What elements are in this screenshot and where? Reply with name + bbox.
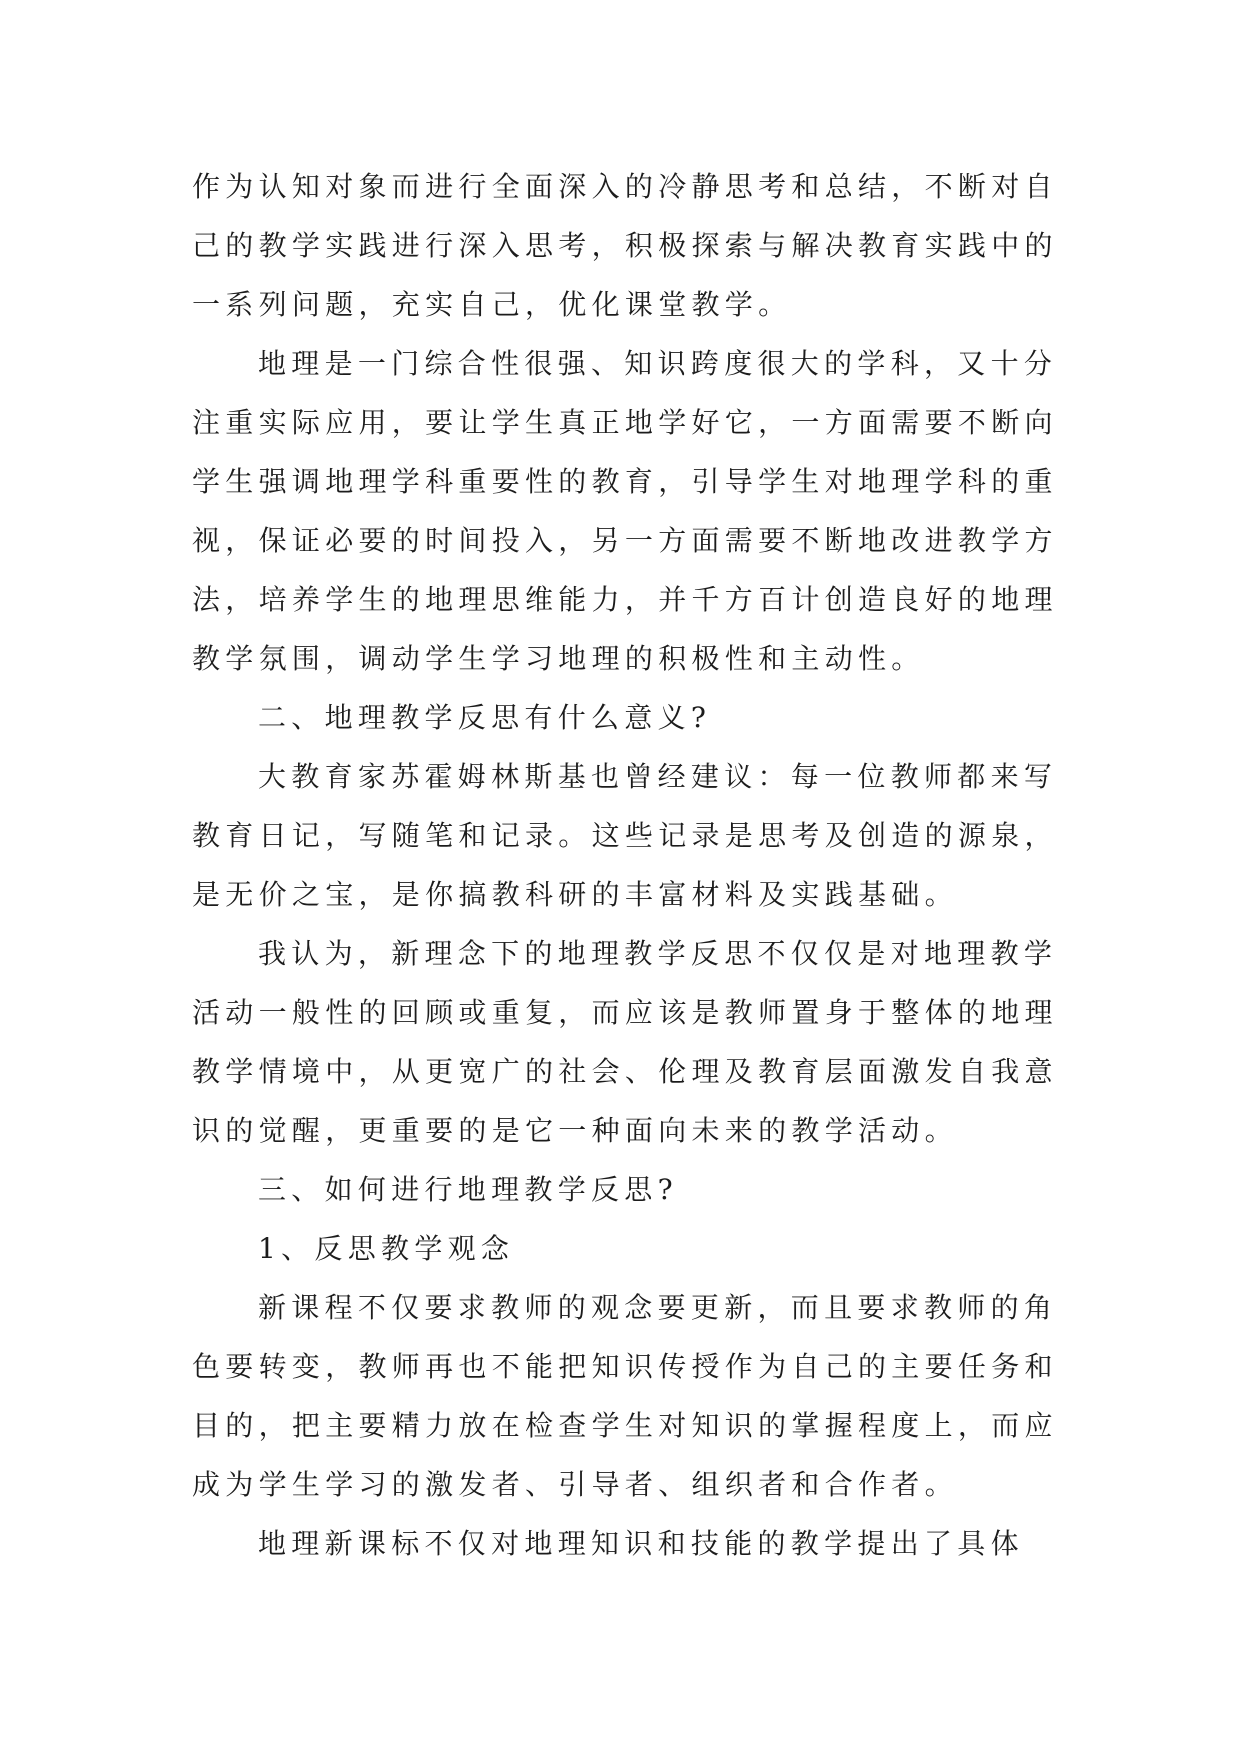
text-line: 教学情境中，从更宽广的社会、伦理及教育层面激发自我意: [192, 1055, 1058, 1088]
paragraph: [192, 1278, 1092, 1514]
text-line: 一系列问题，充实自己，优化课堂教学。: [192, 288, 792, 321]
document-body: [192, 157, 1092, 1573]
text-line: 识的觉醒，更重要的是它一种面向未来的教学活动。: [192, 1114, 958, 1147]
section-heading: [192, 1160, 1092, 1219]
text-line: 己的教学实践进行深入思考，积极探索与解决教育实践中的: [192, 229, 1058, 262]
text-line: 新课程不仅要求教师的观念要更新，而且要求教师的角: [258, 1291, 1058, 1324]
text-line: 目的，把主要精力放在检查学生对知识的掌握程度上，而应: [192, 1409, 1058, 1442]
text-line: 地理是一门综合性很强、知识跨度很大的学科，又十分: [258, 347, 1058, 380]
text-line: 法，培养学生的地理思维能力，并千方百计创造良好的地理: [192, 583, 1058, 616]
text-line: 注重实际应用，要让学生真正地学好它，一方面需要不断向: [192, 406, 1058, 439]
text-line: 活动一般性的回顾或重复，而应该是教师置身于整体的地理: [192, 996, 1058, 1029]
text-line: 是无价之宝，是你搞教科研的丰富材料及实践基础。: [192, 878, 958, 911]
paragraph: [192, 747, 1092, 924]
text-line: 二、地理教学反思有什么意义?: [258, 701, 712, 734]
paragraph: [192, 334, 1092, 688]
text-line: 教育日记，写随笔和记录。这些记录是思考及创造的源泉，: [192, 819, 1058, 852]
text-line: 视，保证必要的时间投入，另一方面需要不断地改进教学方: [192, 524, 1058, 557]
paragraph: [192, 1514, 1092, 1573]
subsection-heading: [192, 1219, 1092, 1278]
text-line: 三、如何进行地理教学反思?: [258, 1173, 678, 1206]
text-line: 地理新课标不仅对地理知识和技能的教学提出了具体: [258, 1527, 1024, 1560]
text-line: 色要转变，教师再也不能把知识传授作为自己的主要任务和: [192, 1350, 1058, 1383]
text-line: 教学氛围，调动学生学习地理的积极性和主动性。: [192, 642, 925, 675]
paragraph: [192, 924, 1092, 1160]
text-line: 我认为，新理念下的地理教学反思不仅仅是对地理教学: [258, 937, 1058, 970]
section-heading: [192, 688, 1092, 747]
text-line: 学生强调地理学科重要性的教育，引导学生对地理学科的重: [192, 465, 1058, 498]
paragraph-continued: [192, 157, 1092, 334]
text-line: 大教育家苏霍姆林斯基也曾经建议：每一位教师都来写: [258, 760, 1058, 793]
text-line: 作为认知对象而进行全面深入的冷静思考和总结，不断对自: [192, 170, 1058, 203]
text-line: 成为学生学习的激发者、引导者、组织者和合作者。: [192, 1468, 958, 1501]
text-line: 1、反思教学观念: [258, 1232, 515, 1265]
